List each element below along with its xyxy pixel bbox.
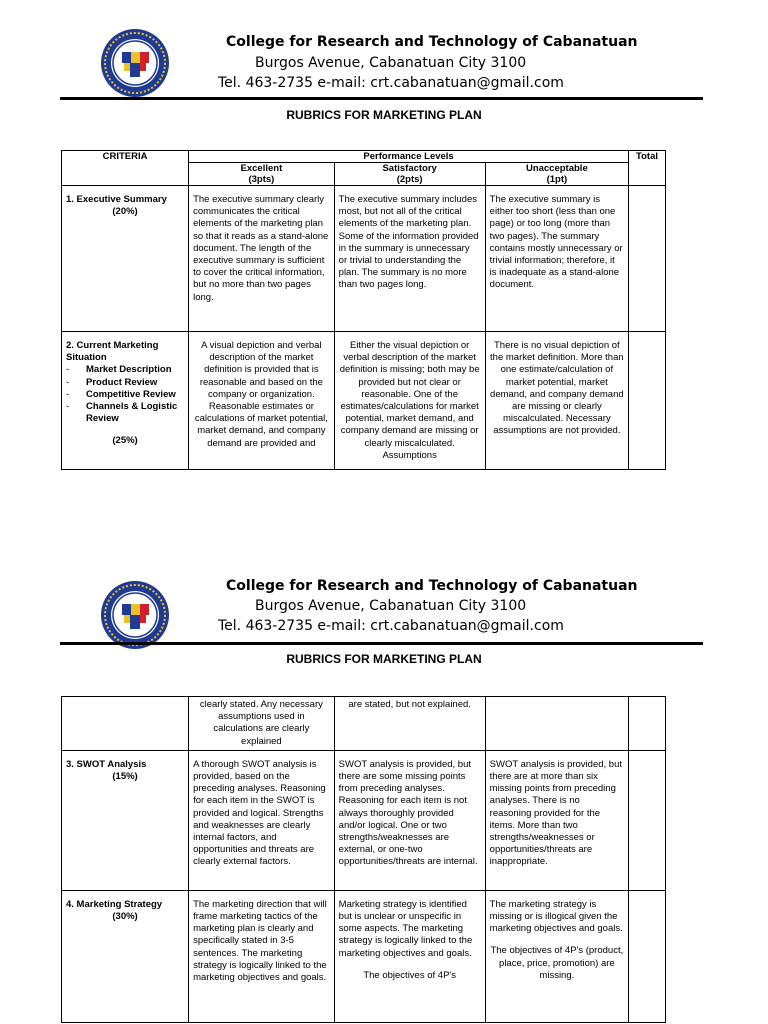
table-row: [62, 890, 666, 1022]
unacceptable-text-continued: The objectives of 4P's (product, place, price, promotion) are missing.: [490, 945, 624, 981]
level-points: (1pt): [546, 174, 568, 185]
rubric-table: [61, 150, 666, 470]
page-1: [0, 0, 768, 500]
satisfactory-text: Marketing strategy is identified but is unclear or unspecific in some aspects. The marketing strategy is logically linked to the marketing objectives and goals.: [338, 898, 473, 959]
total-cell: [629, 186, 666, 332]
school-address: Burgos Avenue, Cabanatuan City 3100: [255, 55, 527, 71]
list-item: - Competitive Review: [66, 389, 184, 401]
unacceptable-text: The marketing strategy is missing or is illogical given the marketing objectives and goals.: [489, 898, 623, 935]
school-contact: Tel. 463-2735 e-mail: crt.cabanatuan@gmail.com: [218, 618, 564, 634]
satisfactory-cell: The executive summary includes most, but not all of the critical elements of the marketing plan. Some of the information provided in the summary is unnecessary or trivial to understanding the plan. The summary is no more than two pages long.: [334, 186, 485, 332]
list-item: - Channels & Logistic Review: [66, 401, 184, 425]
school-contact: Tel. 463-2735 e-mail: crt.cabanatuan@gmail.com: [218, 75, 564, 91]
school-name: College for Research and Technology of Cabanatuan: [226, 578, 638, 594]
list-item: - Product Review: [66, 377, 184, 389]
table-row: [62, 186, 666, 332]
rubric-table: [61, 696, 666, 1023]
criterion-title: 2. Current Marketing Situation: [66, 340, 159, 364]
unacceptable-cell: [485, 890, 628, 1022]
level-name: Satisfactory: [382, 163, 437, 174]
satisfactory-cell: SWOT analysis is provided, but there are some missing points from preceding analyses. Reasoning for each item is not always thoroughly provided and/or logical. One or two strengths/weaknesses are external, or one-two opportunities/threats are internal.: [334, 750, 485, 890]
satisfactory-text-continued: The objectives of 4P's: [363, 969, 456, 981]
excellent-cell: The executive summary clearly communicates the critical elements of the marketing plan so that it reads as a stand-alone document. The length of the executive summary is sufficient to cover the critical information, but no more than two pages long.: [189, 186, 335, 332]
list-item: - Market Description: [66, 364, 184, 376]
document-title: RUBRICS FOR MARKETING PLAN: [286, 652, 482, 666]
criterion-title: 4. Marketing Strategy: [66, 898, 163, 910]
criterion-subitems: [66, 364, 184, 425]
unacceptable-cell: There is no visual depiction of the market definition. More than one estimate/calculation of market potential, market demand, and company demand are missing or clearly miscalculated. Necessary assumptions are not provided.: [485, 332, 628, 470]
total-cell: [629, 332, 666, 470]
performance-levels-header: Performance Levels: [189, 151, 629, 163]
table-row: [62, 332, 666, 470]
level-name: Unacceptable: [525, 163, 588, 174]
total-cell: [629, 750, 666, 890]
table-row: [62, 750, 666, 890]
criteria-header: CRITERIA: [62, 151, 189, 186]
criterion-title: 1. Executive Summary: [66, 194, 167, 205]
satisfactory-cell: [334, 890, 485, 1022]
satisfactory-cell: are stated, but not explained.: [334, 697, 485, 751]
level-satisfactory-header: [334, 163, 485, 186]
letterhead: [0, 560, 768, 650]
table-row: [62, 697, 666, 751]
satisfactory-cell: Either the visual depiction or verbal description of the market definition is missing; both may be provided but not clear or reasonable. One of the estimates/calculations for market potential, market demand, and company demand are missing or clearly miscalculated. Assumptions: [334, 332, 485, 470]
excellent-cell: A visual depiction and verbal description of the market definition is provided that is reasonable and based on the company or organization. Reasonable estimates or calculations of market potential, market demand, and company demand are provided and: [189, 332, 335, 470]
level-points: (2pts): [396, 174, 423, 185]
criterion-weight: (25%): [112, 435, 138, 447]
total-cell: [629, 697, 666, 751]
school-seal-icon: [100, 28, 170, 98]
header-rule: [60, 97, 703, 100]
unacceptable-cell: The executive summary is either too short (less than one page) or too long (more than two pages). The summary contains mostly unnecessary or trivial information; therefore, it is inadequate as a stand-alone document.: [485, 186, 628, 332]
unacceptable-cell: SWOT analysis is provided, but there are at more than six missing points from preceding analyses. There is no reasoning provided for the items. More than two strengths/weaknesses or opportunities/threats are inappropriate.: [485, 750, 628, 890]
criterion-weight: (20%): [112, 206, 138, 218]
school-name: College for Research and Technology of Cabanatuan: [226, 34, 638, 50]
total-header: Total: [629, 151, 666, 186]
school-address: Burgos Avenue, Cabanatuan City 3100: [255, 598, 527, 614]
excellent-cell: A thorough SWOT analysis is provided, based on the preceding analyses. Reasoning for each item in the SWOT is provided and logical. Strengths and weaknesses are clearly internal factors, and opportunities and threats are clearly external factors.: [189, 750, 335, 890]
document-title: RUBRICS FOR MARKETING PLAN: [286, 108, 482, 122]
criterion-cell: [62, 697, 189, 751]
level-points: (3pts): [248, 174, 275, 185]
excellent-cell: The marketing direction that will frame marketing tactics of the marketing plan is clearly and specifically stated in 3-5 sentences. The marketing strategy is logically linked to the marketing objectives and goals.: [189, 890, 335, 1022]
header-rule: [60, 642, 703, 645]
unacceptable-cell: [485, 697, 628, 751]
level-unacceptable-header: [485, 163, 628, 186]
level-excellent-header: [189, 163, 335, 186]
total-cell: [629, 890, 666, 1022]
criterion-cell: [62, 890, 189, 1022]
level-name: Excellent: [240, 163, 283, 174]
letterhead: [0, 0, 768, 100]
criterion-title: 3. SWOT Analysis: [66, 758, 147, 770]
excellent-cell: clearly stated. Any necessary assumptions used in calculations are clearly explained: [189, 697, 335, 751]
criterion-weight: (30%): [112, 911, 138, 923]
criterion-cell: [62, 750, 189, 890]
table-header-row: [62, 151, 666, 163]
criterion-weight: (15%): [112, 771, 138, 783]
criterion-cell: [62, 186, 189, 332]
page-2: [0, 560, 768, 1024]
criterion-cell: [62, 332, 189, 470]
school-seal-icon: [100, 580, 170, 650]
